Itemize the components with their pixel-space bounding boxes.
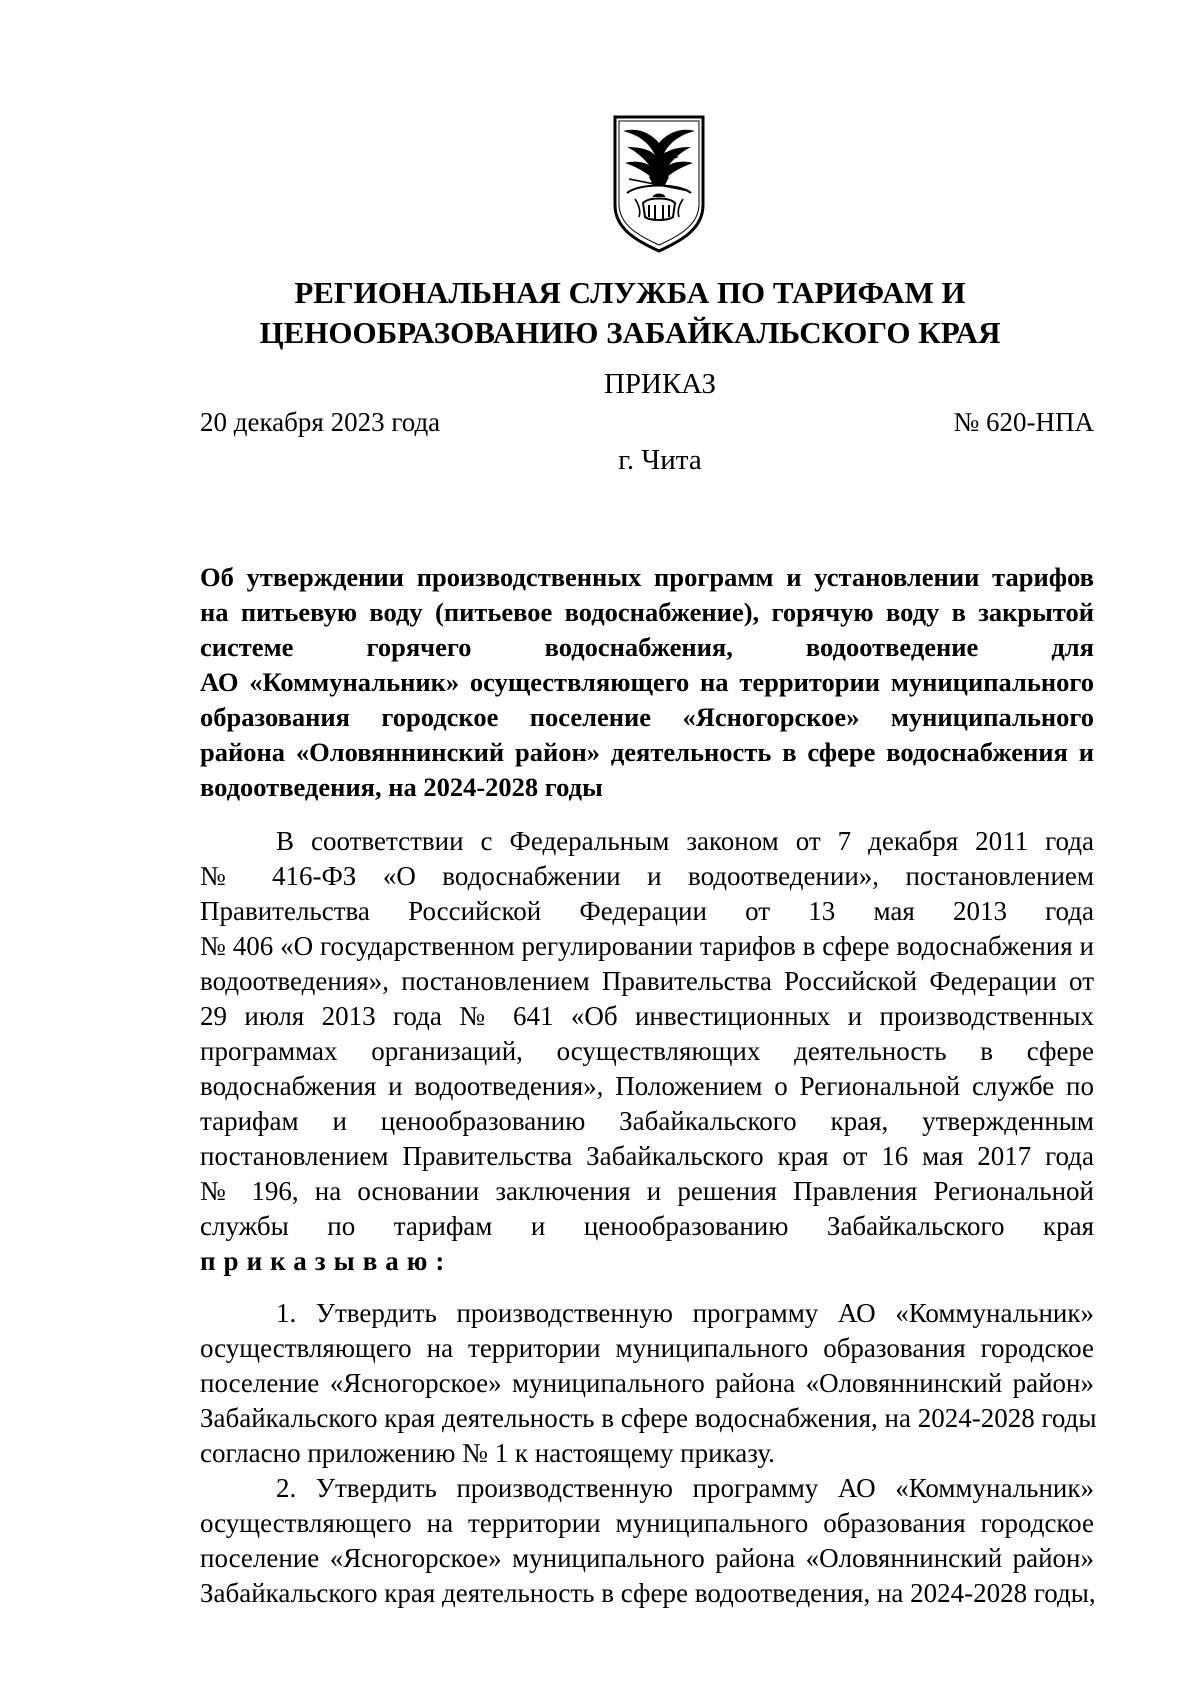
document-title	[200, 560, 1094, 805]
preamble-line: № 416-ФЗ «О водоснабжении и водоотведении», постановлением	[200, 861, 1094, 891]
preamble-line: службы по тарифам и ценообразованию Забайкальского края	[200, 1211, 1094, 1241]
item-1-line: поселение «Ясногорское» муниципального района «Оловяннинский район»	[200, 1368, 1094, 1398]
preamble-paragraph	[200, 824, 1094, 1279]
title-line: района «Оловяннинский район» деятельность в сфере водоснабжения и	[200, 737, 1094, 767]
title-line: образования городское поселение «Ясногорское» муниципального	[200, 702, 1094, 732]
title-line: водоотведения, на 2024-2028 годы	[200, 772, 603, 802]
item-2-line: Забайкальского края деятельность в сфере водоотведения, на 2024-2028 годы,	[200, 1578, 1096, 1608]
item-2-line: поселение «Ясногорское» муниципального района «Оловяннинский район»	[200, 1543, 1094, 1573]
order-word: приказываю:	[200, 1246, 453, 1276]
item-1-line: Забайкальского края деятельность в сфере водоснабжения, на 2024-2028 годы	[200, 1403, 1097, 1433]
agency-name-line: ЦЕНООБРАЗОВАНИЮ ЗАБАЙКАЛЬСКОГО КРАЯ	[259, 315, 1001, 350]
order-word-line	[200, 1244, 1094, 1279]
preamble-line: 29 июля 2013 года № 641 «Об инвестиционных и производственных	[200, 1001, 1094, 1031]
title-line: Об утверждении производственных программ и установлении тарифов	[200, 562, 1094, 592]
agency-name	[200, 273, 1060, 353]
preamble-line: В соответствии с Федеральным законом от 7 декабря 2011 года	[276, 826, 1094, 856]
item-1-line: осуществляющего на территории муниципального образования городское	[200, 1333, 1094, 1363]
document-date: 20 декабря 2023 года	[200, 407, 441, 437]
item-2-line: осуществляющего на территории муниципального образования городское	[200, 1508, 1094, 1538]
preamble-line: тарифам и ценообразованию Забайкальского края, утвержденным	[200, 1106, 1094, 1136]
coat-of-arms-icon	[609, 113, 709, 255]
item-1-line: 1. Утвердить производственную программу АО «Коммунальник»	[276, 1298, 1094, 1328]
document-type: ПРИКАЗ	[603, 368, 717, 400]
preamble-line: № 196, на основании заключения и решения Правления Региональной	[200, 1176, 1094, 1206]
preamble-line: № 406 «О государственном регулировании тарифов в сфере водоснабжения и	[200, 931, 1094, 961]
agency-name-line: РЕГИОНАЛЬНАЯ СЛУЖБА ПО ТАРИФАМ И	[294, 275, 966, 310]
preamble-line: Правительства Российской Федерации от 13 мая 2013 года	[200, 896, 1094, 926]
preamble-line: водоотведения», постановлением Правительства Российской Федерации от	[200, 966, 1094, 996]
title-line: системе горячего водоснабжения, водоотведение для	[200, 632, 1094, 662]
document-number: № 620-НПА	[953, 407, 1094, 437]
order-items	[200, 1296, 1097, 1611]
item-2-line: 2. Утвердить производственную программу АО «Коммунальник»	[276, 1473, 1094, 1503]
preamble-line: программах организаций, осуществляющих деятельность в сфере	[200, 1036, 1094, 1066]
item-1-line: согласно приложению № 1 к настоящему приказу.	[200, 1438, 775, 1468]
preamble-line: водоснабжения и водоотведения», Положением о Региональной службе по	[200, 1071, 1094, 1101]
title-line: на питьевую воду (питьевое водоснабжение), горячую воду в закрытой	[200, 597, 1094, 627]
document-city: г. Чита	[618, 444, 702, 476]
preamble-line: постановлением Правительства Забайкальского края от 16 мая 2017 года	[200, 1141, 1094, 1171]
title-line: АО «Коммунальник» осуществляющего на территории муниципального	[200, 667, 1094, 697]
